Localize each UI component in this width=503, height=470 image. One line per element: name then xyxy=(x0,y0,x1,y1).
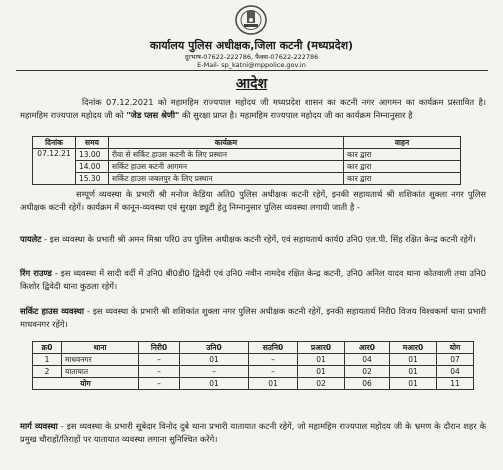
circuit-house-paragraph xyxy=(20,305,486,330)
cell: 01 xyxy=(298,366,345,378)
cell: – xyxy=(139,366,180,378)
cell: माधवनगर xyxy=(62,354,139,366)
schedule-date: 07.12.21 xyxy=(33,149,76,185)
route-text: - इस व्यवस्था के प्रभारी सूबेदार विनोद दुबे थाना प्रभारी यातायात कटनी रहेगें, जो महामहिम राज्यपाल महोदय जी के भ्रमण के दौरान शहर के प्रमुख चौराहों/तिराहों पर यातायात व्यवस्था लगाना सुनिश्चित करेंगे। xyxy=(20,421,487,444)
header-asi: सउनि0 xyxy=(249,342,298,354)
cell: – xyxy=(180,366,249,378)
cell: 01 xyxy=(390,366,437,378)
header-vehicle: वाहन xyxy=(344,137,461,149)
table-header-row xyxy=(33,137,461,149)
cell: 06 xyxy=(345,378,390,390)
table-row xyxy=(33,366,474,378)
cell: – xyxy=(249,354,298,366)
route-paragraph xyxy=(20,420,486,445)
security-category: "जेड प्लस श्रेणी" xyxy=(126,109,180,120)
schedule-time: 14.00 xyxy=(76,161,109,173)
cell: यातायात xyxy=(62,366,139,378)
circuit-house-text: - इस व्यवस्था के प्रभारी श्री शशिकांत शुक्ला नगर पुलिस अधीक्षक कटनी रहेगें, इनकी सहायतार्थ निरी0 विजय विश्वकर्मा थाना प्रभारी माधवनगर रहेंगे। xyxy=(20,306,486,329)
cell: 04 xyxy=(437,366,474,378)
schedule-program: सर्किट हाउस जबलपुर के लिए प्रस्थान xyxy=(109,173,344,185)
email-address: E-Mail- sp_katni@mppolice.gov.in xyxy=(197,61,306,69)
force-table xyxy=(32,341,474,390)
header-hc: प्रआर0 xyxy=(298,342,345,354)
header-program: कार्यक्रम xyxy=(109,137,344,149)
pilot-text: - इस व्यवस्था के प्रभारी श्री अमन मिश्रा परि0 उप पुलिस अधीक्षक कटनी रहेगें, एवं सहायतार्थ कार्य0 उनि0 एल.पी. सिंह रक्षित केन्द्र कटनी रहेगें। xyxy=(44,234,476,244)
cell: 01 xyxy=(390,354,437,366)
circuit-house-label: सर्किट हाउस व्यवस्था xyxy=(20,306,85,316)
cell: 01 xyxy=(180,378,249,390)
cell: 2 xyxy=(33,366,62,378)
ring-round-paragraph xyxy=(20,267,486,292)
cell: 01 xyxy=(249,378,298,390)
schedule-time: 13.00 xyxy=(76,149,109,161)
pilot-label: पायलेट xyxy=(20,234,42,244)
table-header-row xyxy=(33,342,474,354)
phone-fax: दूरभाष-07622-222786, फैक्स-07622-222786 xyxy=(184,53,319,61)
office-name: कार्यालय पुलिस अधीक्षक,जिला कटनी (मध्यप्रदेश) xyxy=(149,39,354,52)
cell: 02 xyxy=(345,366,390,378)
header-lady-constable: मआर0 xyxy=(390,342,437,354)
cell: 01 xyxy=(180,354,249,366)
header-time: समय xyxy=(76,137,109,149)
total-label: योग xyxy=(33,378,139,390)
schedule-vehicle: कार द्वारा xyxy=(344,173,461,185)
header-si: उनि0 xyxy=(180,342,249,354)
schedule-vehicle: कार द्वारा xyxy=(344,161,461,173)
cell: 07 xyxy=(437,354,474,366)
intro-text-2: की सुरक्षा प्राप्त है। महामहिम राज्यपाल महोदय जी का कार्यक्रम निम्नानुसार है xyxy=(181,109,413,120)
table-row xyxy=(33,149,461,161)
cell: 1 xyxy=(33,354,62,366)
ring-round-text: - इस व्यवस्था में सादी वर्दी में उनि0 बी0डी0 द्विवेदी एवं उनि0 नवीन नामदेव रक्षित केन्द्र कटनी, उनि0 अनिल यादव थाना कोतवाली तथा उनि0 किशोर द्विवेदी थाना कुठला रहेगें। xyxy=(20,268,487,291)
state-emblem-icon xyxy=(231,2,271,38)
table-row xyxy=(33,173,461,185)
intro-paragraph xyxy=(20,96,486,121)
cell: 11 xyxy=(437,378,474,390)
schedule-table xyxy=(32,136,461,185)
cell: – xyxy=(139,378,180,390)
cell: 01 xyxy=(298,354,345,366)
schedule-program: रीवा से सर्किट हाउस कटनी के लिए प्रस्थान xyxy=(109,149,344,161)
header-divider xyxy=(16,70,488,71)
header-station: थाना xyxy=(62,342,139,354)
overall-arrangement-paragraph: सम्पूर्ण व्यवस्था के प्रभारी श्री मनोज केडिया अति0 पुलिस अधीक्षक कटनी रहेगें, इनकी सहायतार्थ श्री शशिकांत शुक्ला नगर पुलिस अधीक्षक कटनी रहेगें। कार्यक्रम में कानून-व्यवस्था एवं सुरक्षा ड्युटी हेतु निम्नानुसार पुलिस व्यवस्था लगायी जाती है - xyxy=(20,189,486,212)
table-total-row xyxy=(33,378,474,390)
table-row xyxy=(33,354,474,366)
schedule-vehicle: कार द्वारा xyxy=(344,149,461,161)
header-date: दिनांक xyxy=(33,137,76,149)
header-inspector: निरी0 xyxy=(139,342,180,354)
table-row xyxy=(33,161,461,173)
pilot-paragraph xyxy=(20,233,486,246)
cell: 01 xyxy=(390,378,437,390)
schedule-time: 15.30 xyxy=(76,173,109,185)
header-serial: क्र0 xyxy=(33,342,62,354)
ring-round-label: रिंग राउण्ड xyxy=(20,268,52,278)
schedule-program: सर्किट हाउस कटनी आगमन xyxy=(109,161,344,173)
cell: 04 xyxy=(345,354,390,366)
order-title: आदेश xyxy=(235,76,268,92)
header-constable: आर0 xyxy=(345,342,390,354)
cell: 02 xyxy=(298,378,345,390)
cell: – xyxy=(249,366,298,378)
header-total: योग xyxy=(437,342,474,354)
cell: – xyxy=(139,354,180,366)
route-label: मार्ग व्यवस्था xyxy=(20,421,58,431)
intro-text-1: दिनांक 07.12.2021 को महामहिम राज्यपाल महोदय जी मध्यप्रदेश शासन का कटनी नगर आगमन का कार्यक्रम प्रस्तावित है। महामहिम राज्यपाल महोदय जी को xyxy=(20,97,486,120)
